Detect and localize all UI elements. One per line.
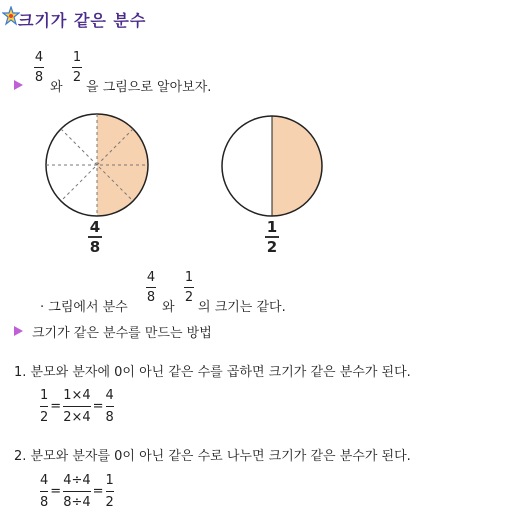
numerator: 4÷4 xyxy=(63,473,91,488)
denominator: 8 xyxy=(89,238,101,256)
statement-text: 의 크기는 같다. xyxy=(198,300,286,315)
equation-fraction xyxy=(63,473,90,510)
numerator: 4 xyxy=(89,218,101,236)
fraction-bar xyxy=(72,67,82,68)
rule2-text: 2. 분모와 분자를 0이 아닌 같은 수로 나누면 크기가 같은 분수가 된다. xyxy=(14,449,411,464)
fraction-bar xyxy=(40,406,48,407)
numerator: 4 xyxy=(105,388,114,403)
intro-fraction-a xyxy=(34,50,44,85)
fraction-bar xyxy=(34,67,44,68)
equals-sign: = xyxy=(92,484,104,499)
page-title: 크기가 같은 분수 xyxy=(18,11,147,30)
rule1-equation xyxy=(40,388,114,425)
fraction-bar xyxy=(106,491,114,492)
left-circle-label xyxy=(88,220,102,254)
denominator: 8 xyxy=(40,495,49,510)
denominator: 8 xyxy=(105,410,114,425)
numerator: 1 xyxy=(40,388,49,403)
shaded-half xyxy=(272,116,322,216)
numerator: 1 xyxy=(72,50,82,65)
equals-sign: = xyxy=(50,399,62,414)
denominator: 8÷4 xyxy=(63,495,91,510)
bullet-triangle-icon xyxy=(14,326,23,336)
intro-fraction-b xyxy=(72,50,82,85)
denominator: 8 xyxy=(34,70,44,85)
statement-bullet: · 그림에서 분수 xyxy=(40,300,128,315)
fraction-bar xyxy=(184,287,194,288)
fraction-bar xyxy=(146,287,156,288)
bullet-triangle-icon xyxy=(14,80,23,90)
statement-fraction-b xyxy=(184,270,194,305)
numerator: 4 xyxy=(146,270,156,285)
fraction-bar xyxy=(63,491,90,492)
denominator: 2 xyxy=(266,238,278,256)
fraction-bar xyxy=(63,406,90,407)
intro-text: 을 그림으로 알아보자. xyxy=(86,80,212,95)
denominator: 8 xyxy=(146,290,156,305)
equation-fraction xyxy=(40,473,48,510)
numerator: 4 xyxy=(34,50,44,65)
fraction-bar xyxy=(106,406,114,407)
statement-fraction-a xyxy=(146,270,156,305)
numerator: 1 xyxy=(266,218,278,236)
equation-fraction xyxy=(106,473,114,510)
circle-eighths xyxy=(44,112,150,218)
numerator: 4 xyxy=(40,473,49,488)
equation-fraction xyxy=(63,388,90,425)
numerator: 1×4 xyxy=(63,388,91,403)
equals-sign: = xyxy=(50,484,62,499)
method-heading: 크기가 같은 분수를 만드는 방법 xyxy=(32,326,212,341)
intro-connector: 와 xyxy=(50,80,63,95)
denominator: 2 xyxy=(72,70,82,85)
right-circle-label xyxy=(265,220,279,254)
rule2-equation xyxy=(40,473,114,510)
equals-sign: = xyxy=(92,399,104,414)
rule1-text: 1. 분모와 분자에 0이 아닌 같은 수를 곱하면 크기가 같은 분수가 된다. xyxy=(14,365,411,380)
statement-connector: 와 xyxy=(162,300,175,315)
shaded-half xyxy=(97,114,148,216)
denominator: 2 xyxy=(40,410,49,425)
denominator: 2 xyxy=(105,495,114,510)
numerator: 1 xyxy=(184,270,194,285)
denominator: 2 xyxy=(184,290,194,305)
fraction-bar xyxy=(40,491,48,492)
equation-fraction xyxy=(106,388,114,425)
denominator: 2×4 xyxy=(63,410,91,425)
circle-halves xyxy=(220,114,324,218)
equation-fraction xyxy=(40,388,48,425)
numerator: 1 xyxy=(105,473,114,488)
